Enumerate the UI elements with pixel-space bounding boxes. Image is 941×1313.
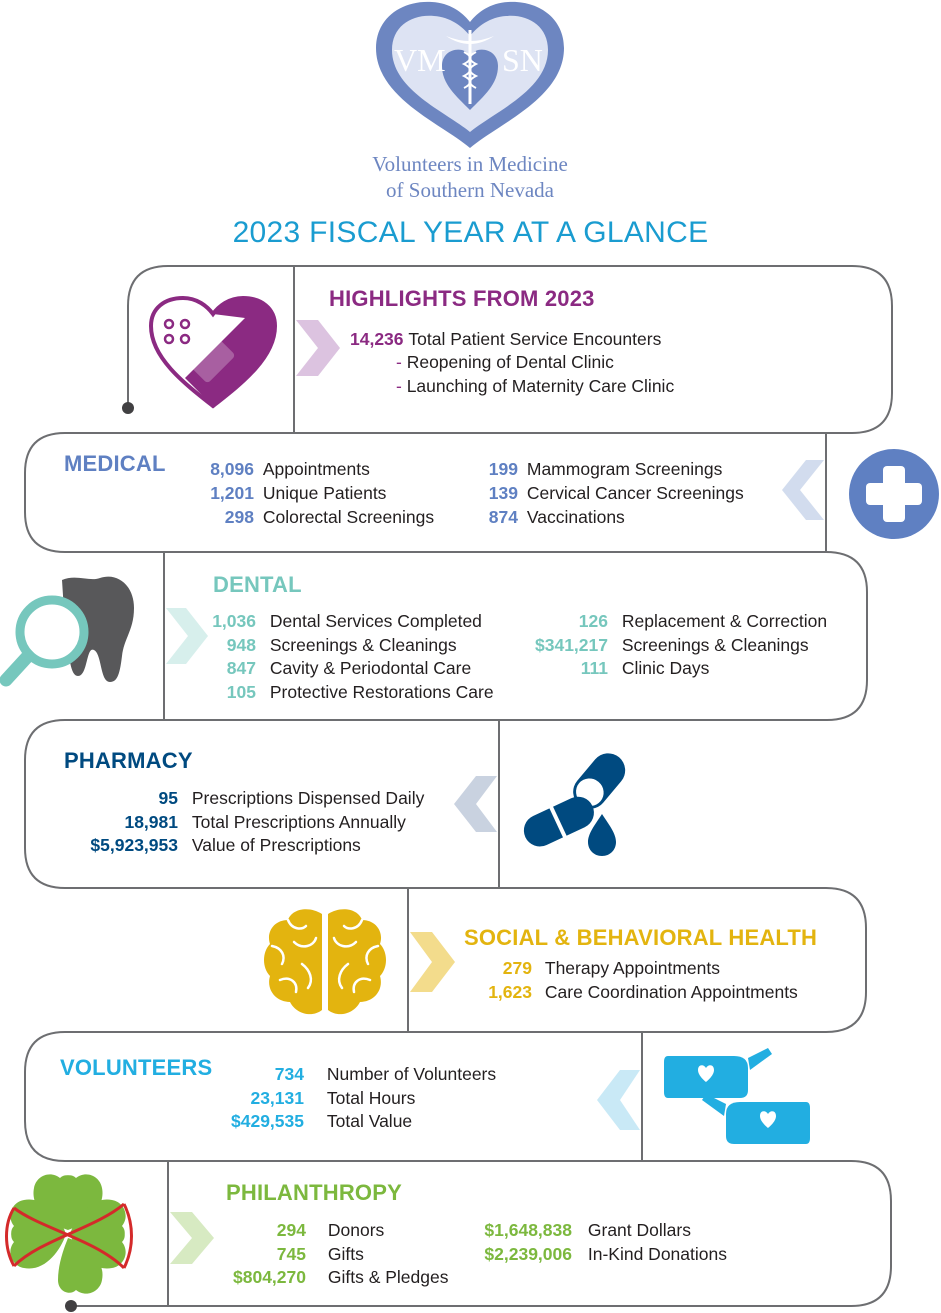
medical-item <box>200 458 370 482</box>
social-chevron <box>410 932 455 992</box>
item-label: Protective Restorations Care <box>269 682 494 702</box>
medical-cross-icon <box>848 448 940 540</box>
philanthropy-item <box>472 1219 691 1243</box>
pharmacy-item <box>70 834 361 858</box>
medical-item <box>488 506 625 530</box>
pharmacy-title: PHARMACY <box>64 748 193 773</box>
item-label: Grant Dollars <box>587 1220 691 1240</box>
item-value: 294 <box>276 1220 306 1240</box>
dental-item <box>206 610 482 634</box>
medical-item <box>488 482 744 506</box>
medical-title: MEDICAL <box>64 451 166 476</box>
medical-item <box>200 482 386 506</box>
philanthropy-item <box>472 1243 727 1267</box>
volunteers-chevron <box>597 1070 640 1130</box>
item-label: Cervical Cancer Screenings <box>526 483 744 503</box>
item-value: 23,131 <box>250 1088 304 1108</box>
item-value: 18,981 <box>124 812 178 832</box>
org-name-line1: Volunteers in Medicine <box>372 152 568 176</box>
highlights-bullet <box>396 375 674 399</box>
heart-clover-icon <box>0 1168 138 1300</box>
item-value: 1,623 <box>488 982 532 1002</box>
timeline-start-dot <box>122 402 134 414</box>
item-label: Clinic Days <box>621 658 710 678</box>
item-label: Gifts & Pledges <box>327 1267 449 1287</box>
item-value: $5,923,953 <box>90 835 178 855</box>
social-item <box>470 981 798 1005</box>
stat-value: 14,236 <box>350 329 404 349</box>
bullet-text: Launching of Maternity Care Clinic <box>406 376 675 396</box>
capsule-drop-icon <box>518 744 630 856</box>
item-label: Colorectal Screenings <box>262 507 435 527</box>
highlights-bullet <box>396 351 614 375</box>
item-label: Total Prescriptions Annually <box>191 812 406 832</box>
item-label: Screenings & Cleanings <box>269 635 457 655</box>
item-label: Donors <box>327 1220 385 1240</box>
item-label: Appointments <box>262 459 370 479</box>
timeline-end-dot <box>65 1300 77 1312</box>
item-label: Unique Patients <box>262 483 387 503</box>
item-value: $1,648,838 <box>484 1220 572 1240</box>
social-item <box>470 957 720 981</box>
item-label: Care Coordination Appointments <box>544 982 798 1002</box>
item-value: $2,239,006 <box>484 1244 572 1264</box>
item-value: $804,270 <box>233 1267 306 1287</box>
item-label: Value of Prescriptions <box>191 835 361 855</box>
item-value: 745 <box>276 1244 306 1264</box>
pharmacy-item <box>70 787 424 811</box>
philanthropy-title: PHILANTHROPY <box>226 1180 402 1205</box>
item-value: 1,036 <box>212 611 256 631</box>
item-value: 111 <box>580 658 608 678</box>
item-value: 874 <box>488 507 518 527</box>
item-value: 279 <box>502 958 532 978</box>
stat-label: Total Patient Service Encounters <box>408 329 662 349</box>
tooth-magnifier-icon <box>0 572 138 696</box>
volunteers-item <box>200 1087 415 1111</box>
philanthropy-item <box>220 1243 364 1267</box>
dental-title: DENTAL <box>213 572 302 597</box>
item-label: Mammogram Screenings <box>526 459 723 479</box>
item-value: 847 <box>226 658 256 678</box>
hands-heart-icon <box>664 1046 810 1150</box>
medical-item <box>200 506 434 530</box>
volunteers-item <box>200 1110 412 1134</box>
item-label: Vaccinations <box>526 507 625 527</box>
item-label: Prescriptions Dispensed Daily <box>191 788 425 808</box>
item-value: 1,201 <box>210 483 254 503</box>
pharmacy-item <box>70 811 406 835</box>
item-label: Cavity & Periodontal Care <box>269 658 472 678</box>
item-value: 126 <box>578 611 608 631</box>
logo <box>372 0 568 150</box>
item-value: 199 <box>488 459 518 479</box>
item-value: $341,217 <box>535 635 608 655</box>
highlights-stat <box>350 328 661 352</box>
dental-item <box>206 634 457 658</box>
item-value: 8,096 <box>210 459 254 479</box>
brain-icon <box>262 906 388 1018</box>
dental-item <box>532 634 809 658</box>
volunteers-item <box>200 1063 496 1087</box>
highlights-chevron <box>296 320 340 376</box>
logo-letters-left: VM <box>394 42 446 78</box>
bullet-text: Reopening of Dental Clinic <box>406 352 614 372</box>
medical-item <box>488 458 722 482</box>
social-title: SOCIAL & BEHAVIORAL HEALTH <box>464 925 818 950</box>
item-value: 298 <box>224 507 254 527</box>
philanthropy-item <box>220 1266 449 1290</box>
item-value: 734 <box>274 1064 304 1084</box>
item-label: Screenings & Cleanings <box>621 635 809 655</box>
item-label: Gifts <box>327 1244 364 1264</box>
dental-item <box>206 681 494 705</box>
volunteers-title: VOLUNTEERS <box>60 1055 213 1080</box>
org-name-line2: of Southern Nevada <box>386 178 554 202</box>
bullet-dash: - <box>396 352 402 372</box>
logo-letters-right: SN <box>502 42 543 78</box>
item-value: 95 <box>158 788 178 808</box>
medical-chevron <box>782 460 824 520</box>
highlights-title: HIGHLIGHTS FROM 2023 <box>329 286 595 311</box>
item-label: In-Kind Donations <box>587 1244 727 1264</box>
item-value: 139 <box>488 483 518 503</box>
item-label: Number of Volunteers <box>326 1064 497 1084</box>
dental-item <box>206 657 471 681</box>
philanthropy-chevron <box>170 1212 214 1264</box>
dental-chevron <box>166 608 208 664</box>
bandaged-heart-icon <box>145 294 281 410</box>
dental-item <box>532 610 827 634</box>
item-value: $429,535 <box>231 1111 304 1131</box>
item-label: Replacement & Correction <box>621 611 828 631</box>
item-label: Total Hours <box>326 1088 416 1108</box>
item-value: 948 <box>226 635 256 655</box>
philanthropy-item <box>220 1219 384 1243</box>
item-label: Total Value <box>326 1111 413 1131</box>
page-title: 2023 FISCAL YEAR AT A GLANCE <box>232 216 709 249</box>
bullet-dash: - <box>396 376 402 396</box>
pharmacy-chevron <box>454 776 497 832</box>
item-label: Dental Services Completed <box>269 611 482 631</box>
item-value: 105 <box>226 682 256 702</box>
dental-item <box>532 657 709 681</box>
item-label: Therapy Appointments <box>544 958 720 978</box>
